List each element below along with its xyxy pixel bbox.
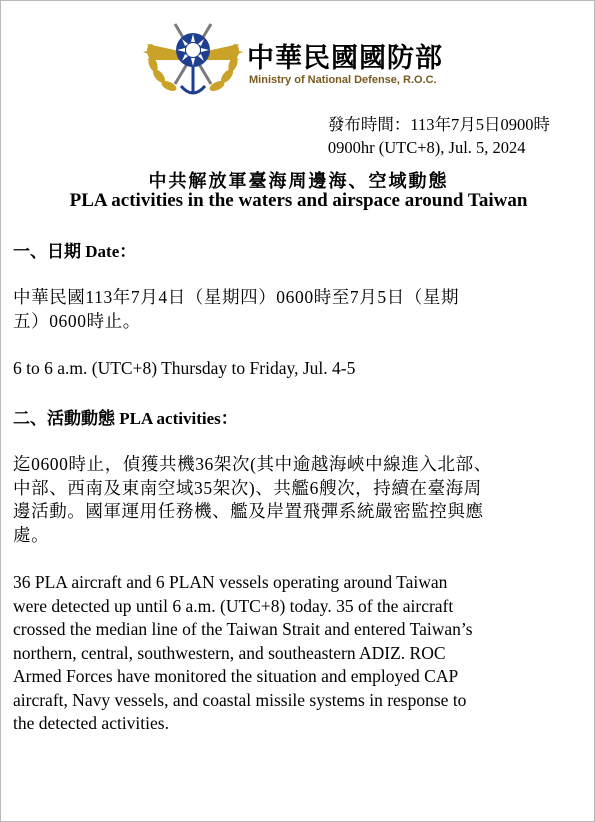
ministry-name-cn: 中華民國國防部 bbox=[247, 43, 443, 74]
date-cn-line: 五）0600時止。 bbox=[13, 310, 141, 331]
activities-en-line: 36 PLA aircraft and 6 PLAN vessels operating around Taiwan bbox=[13, 572, 448, 592]
activities-cn-line: 迄0600時止，偵獲共機36架次(其中逾越海峽中線進入北部、 bbox=[13, 454, 492, 474]
activities-cn-line: 處。 bbox=[13, 524, 50, 545]
activities-cn-line: 邊活動。國軍運用任務機、艦及岸置飛彈系統嚴密監控與應 bbox=[13, 501, 484, 521]
ministry-header bbox=[139, 14, 479, 104]
date-cn-line: 中華民國113年7月4日（星期四）0600時至7月5日（星期 bbox=[13, 287, 460, 307]
activities-en-line: Armed Forces have monitored the situation and employed CAP bbox=[13, 666, 459, 686]
ministry-emblem-icon bbox=[139, 14, 247, 102]
activities-en-line: the detected activities. bbox=[13, 713, 169, 733]
activities-en-line: northern, central, southwestern, and southeastern ADIZ. ROC bbox=[13, 642, 446, 663]
document-title-cn: 中共解放軍臺海周邊海、空域動態 bbox=[148, 171, 449, 192]
release-time bbox=[328, 113, 550, 159]
release-time-en: 0900hr (UTC+8), Jul. 5, 2024 bbox=[327, 138, 526, 157]
ministry-name-en: Ministry of National Defense, R.O.C. bbox=[249, 74, 437, 86]
activities-cn-line: 中部、西南及東南空域35架次)、共艦6艘次，持續在臺海周 bbox=[13, 477, 482, 498]
activities-en-line: aircraft, Navy vessels, and coastal missile systems in response to bbox=[13, 689, 467, 710]
activities-paragraph-cn bbox=[13, 453, 588, 547]
date-paragraph-en: 6 to 6 a.m. (UTC+8) Thursday to Friday, Jul. 4-5 bbox=[13, 358, 356, 378]
section-date-heading: 一、日期 Date： bbox=[13, 242, 137, 261]
date-paragraph-cn bbox=[13, 286, 588, 333]
activities-paragraph-en bbox=[13, 571, 588, 736]
activities-en-line: crossed the median line of the Taiwan Strait and entered Taiwan’s bbox=[13, 619, 473, 639]
release-time-cn: 發布時間：113年7月5日0900時 bbox=[327, 115, 550, 134]
document-title-en: PLA activities in the waters and airspace around Taiwan bbox=[69, 190, 528, 211]
section-activities-heading: 二、活動動態 PLA activities： bbox=[13, 409, 238, 428]
activities-en-line: were detected up until 6 a.m. (UTC+8) today. 35 of the aircraft bbox=[13, 595, 454, 616]
